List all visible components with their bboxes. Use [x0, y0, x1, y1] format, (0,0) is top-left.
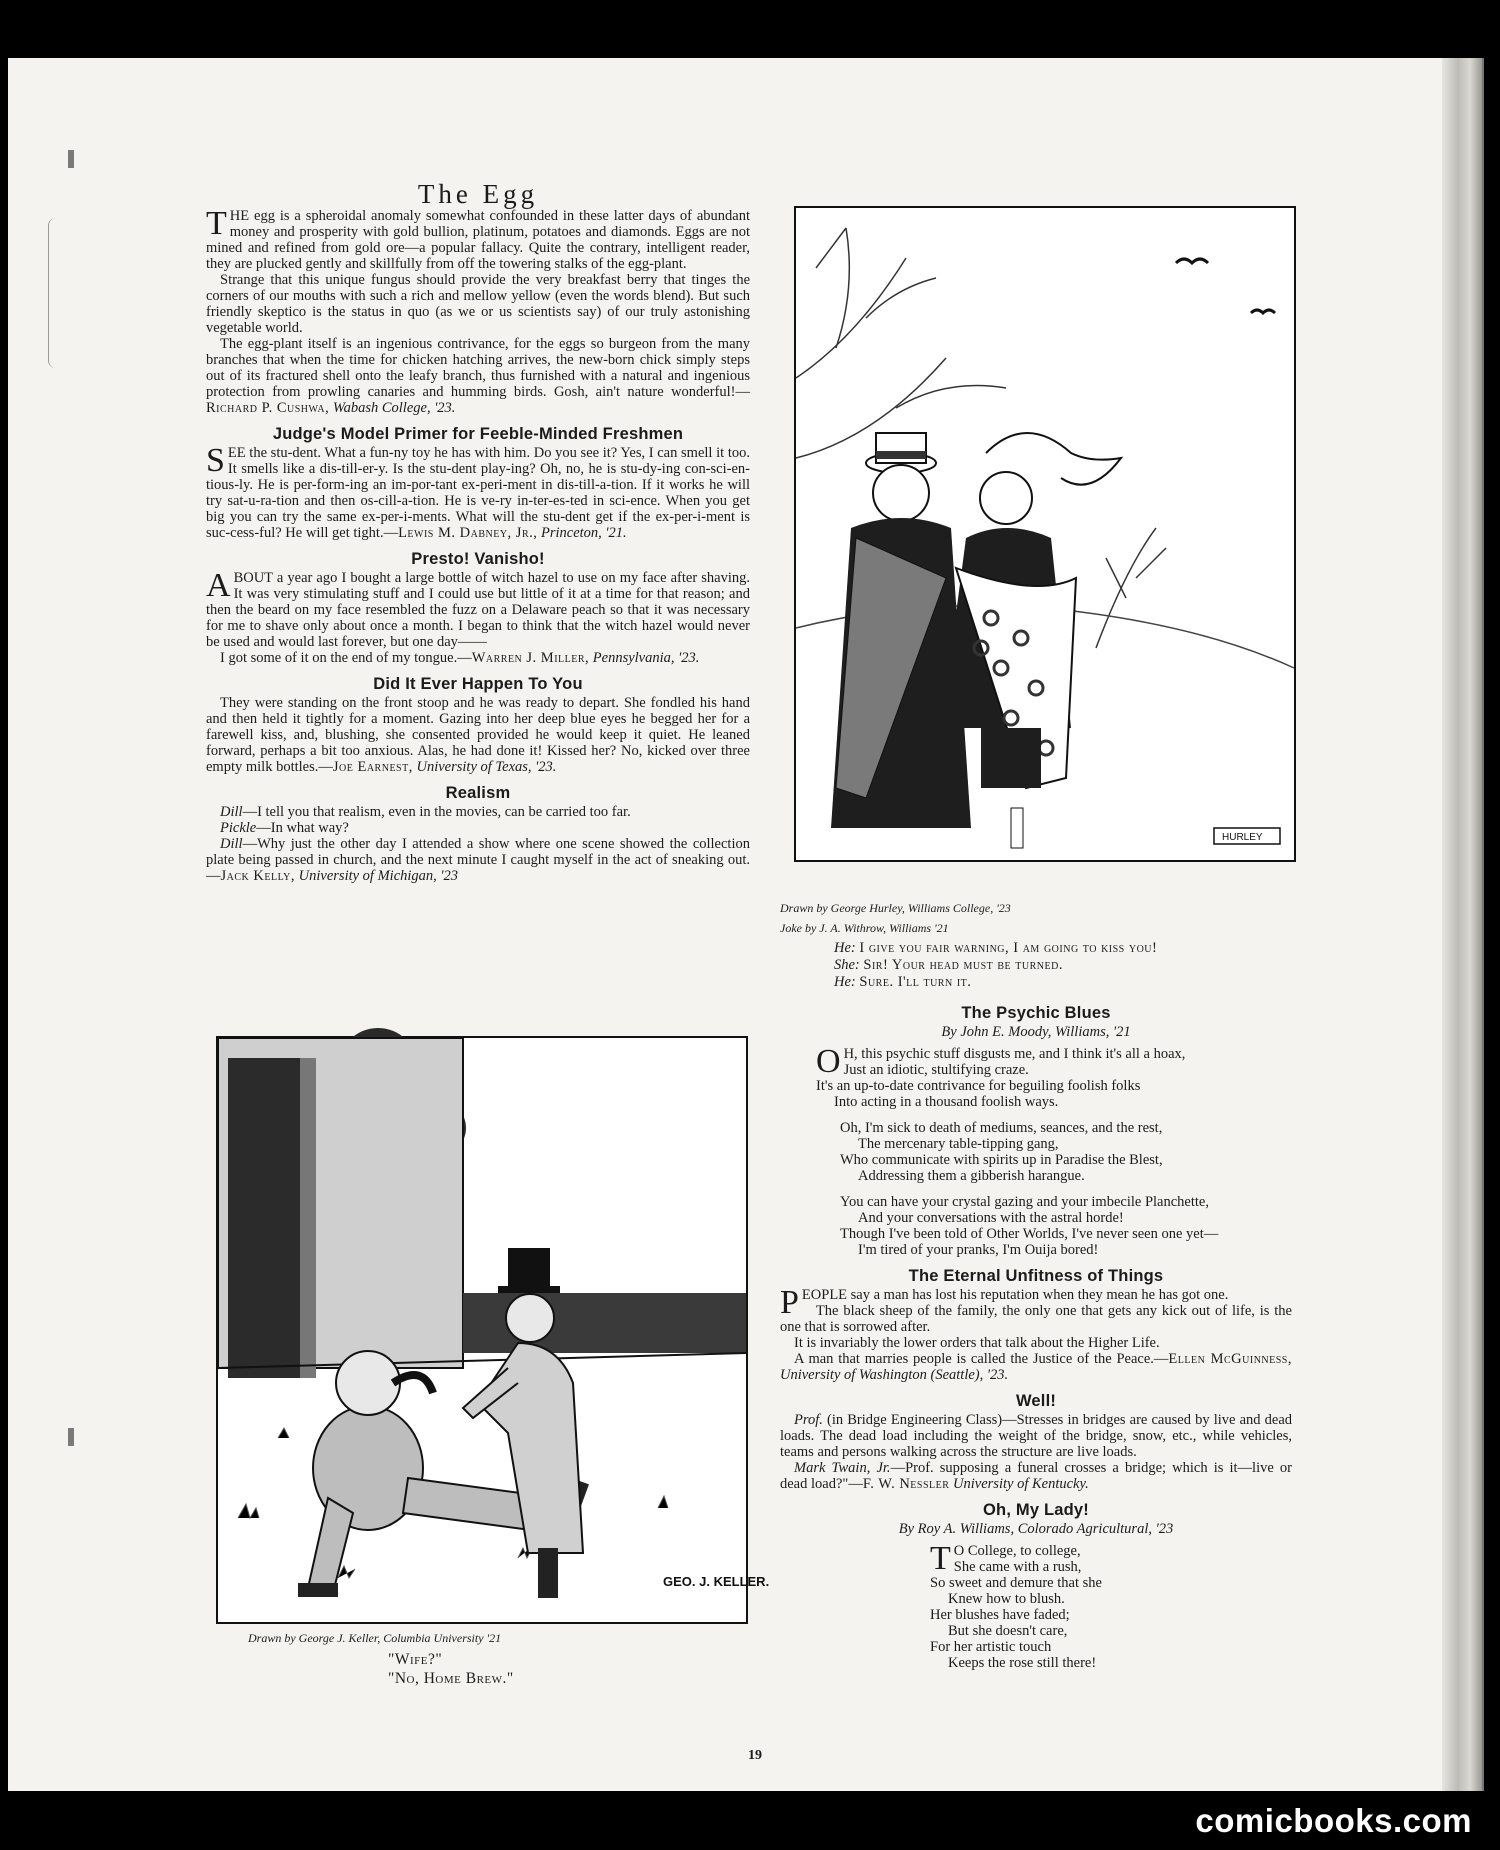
keller-dialogue — [388, 1650, 514, 1688]
cartoon-signature: GEO. J. KELLER. — [663, 1574, 770, 1589]
school-credit: University of Washington (Seattle), '23. — [780, 1367, 1009, 1383]
egg-paragraph: Strange that this unique fungus should provide the very breakfast berry that tinges the corners of our mouths with such a rich and mellow yellow (even the words blend). But such friendly skeptico is the status in quo (as we or us scientists say) of our truly astonishing vegetable world. — [206, 272, 750, 336]
scanned-page-frame — [0, 58, 1500, 1791]
lady-byline: By Roy A. Williams, Colorado Agricultural, '23 — [898, 1521, 1174, 1537]
school-credit: University of Texas, '23. — [416, 759, 557, 775]
realism-line: Dill—Why just the other day I attended a show where one scene showed the collection plate being passed in church, and the next minute I caught myself in the act of sneaking out.—Jack Kelly, University of Michigan, '23 — [206, 836, 750, 884]
dialogue-line: He: I give you fair warning, I am going to kiss you! — [834, 940, 1158, 956]
realism-line: Pickle—In what way? — [220, 820, 349, 836]
unfitness-paragraph: A man that marries people is called the Justice of the Peace.—Ellen McGuinness, University of Washington (Seattle), '23. — [780, 1351, 1292, 1383]
happen-title: Did It Ever Happen To You — [373, 675, 583, 693]
binding-mark — [68, 150, 74, 168]
realism-line: Dill—I tell you that realism, even in the movies, can be carried too far. — [220, 804, 631, 820]
drop-cap: O — [816, 1043, 841, 1080]
hurley-cartoon-drawing — [796, 208, 1294, 860]
author-credit: Lewis M. Dabney, Jr., — [398, 525, 538, 541]
hurley-cartoon — [794, 206, 1296, 862]
keller-cartoon — [216, 1036, 770, 1624]
well-title: Well! — [1015, 1392, 1057, 1410]
author-credit: Ellen McGuinness, — [1168, 1351, 1292, 1367]
author-credit: Richard P. Cushwa, — [206, 400, 330, 416]
lady-title: Oh, My Lady! — [983, 1501, 1089, 1519]
school-credit: University of Kentucky. — [953, 1476, 1089, 1492]
school-credit: Princeton, '21. — [541, 525, 627, 541]
poem-stanza: You can have your crystal gazing and your imbecile Planchette, And your conversations with the astral horde! Though I've been told of Other Worlds, I've never seen one yet— I'm tired of your pranks, I'm Ouija bored! — [840, 1194, 1219, 1258]
right-column — [780, 896, 1292, 1681]
psychic-byline: By John E. Moody, Williams, '21 — [941, 1024, 1131, 1040]
keller-cartoon-drawing — [218, 1038, 770, 1622]
school-credit: Pennsylvania, '23. — [592, 650, 700, 666]
drop-cap: S — [206, 442, 225, 479]
drop-cap: A — [206, 567, 231, 604]
author-credit: Jack Kelly, — [220, 868, 296, 884]
dialogue-line: He: Sure. I'll turn it. — [834, 974, 972, 990]
hurley-joke-credit: Joke by J. A. Withrow, Williams '21 — [780, 921, 949, 935]
happen-text: They were standing on the front stoop and he was ready to depart. She fondled his hand and then held it tightly for a moment. Gazing into her deep blue eyes he begged her for a farewell kiss, and, blushing, she consented provided he would keep it quiet. He leaned forward, perhaps a bit too anxious. Alas, he had done it! Kissed her? No, kicked over three empty milk bottles.—Joe Earnest, University of Texas, '23. — [206, 695, 750, 775]
realism-title: Realism — [445, 784, 511, 802]
hurley-caption: Drawn by George Hurley, Williams College, '23 — [780, 901, 1011, 915]
lady-poem: T O College, to college, She came with a rush, So sweet and demure that she Knew how to blush. Her blushes have faded; But she doesn't care, For her artistic touch Keeps the rose still there! — [930, 1540, 1102, 1671]
unfitness-title: The Eternal Unfitness of Things — [908, 1267, 1164, 1285]
doorway — [228, 1058, 300, 1378]
drop-cap: T — [206, 205, 227, 242]
well-paragraph: Prof. (in Bridge Engineering Class)—Stresses in bridges are caused by live and dead loads. The dead load including the weight of the bridge, snow, etc., while vehicles, teams and persons walking across the structure are live loads. — [780, 1412, 1293, 1460]
dialogue-line: She: Sir! Your head must be turned. — [834, 957, 1063, 973]
poem-stanza: Oh, I'm sick to death of mediums, seances, and the rest, The mercenary table-tipping gang, Who communicate with spirits up in Paradise the Blest, Addressing them a gibberish harangue. — [840, 1120, 1163, 1184]
magazine-page — [8, 58, 1484, 1791]
dialogue-line: "Wife?" — [388, 1651, 443, 1668]
primer-text: SEE the stu-dent. What a fun-ny toy he has with him. Do you see it? Yes, I can smell it too. It smells like a dis-till-er-y. Is the stu-dent play-ing? Oh, no, he is stu-dy-ing con-sci-en-tious-ly. He is per-form-ing an im-por-tant ex-peri-ment in dis-till-a-tion. If it works he will try sat-u-ra-tion and then os-cill-a-tion. He is ve-ry in-ter-es-ted in sci-ence. When you get big you can try the same ex-per-i-ments. What will the stu-dent get if the ex-per-i-ment is suc-cess-ful? He will get tight.—Lewis M. Dabney, Jr., Princeton, '21. — [206, 442, 750, 541]
drop-cap: P — [780, 1284, 799, 1321]
well-paragraph: Mark Twain, Jr.—Prof. supposing a funeral crosses a bridge; which is it—live or dead load?"—F. W. Nessler University of Kentucky. — [780, 1460, 1292, 1492]
egg-paragraph: The egg-plant itself is an ingenious contrivance, for the eggs so burgeon from the many branches that when the time for chicken hatching arrives, the new-born chick simply steps out of its fractured shell onto the leafy branch, thus furnished with a natural and ingenious protection from prowling canaries and humming birds. Gosh, ain't nature wonderful!—Richard P. Cushwa, Wabash College, '23. — [206, 336, 750, 416]
egg-paragraph: THE egg is a spheroidal anomaly somewhat confounded in these latter days of abundant money and prosperity with gold bullion, platinum, potatoes and diamonds. Eggs are not mined and refined from gold ore—a popular fallacy. Quite the contrary, intelligent reader, they are plucked gently and skillfully from off the towering stalks of the egg-plant. — [206, 205, 750, 272]
presto-paragraph: ABOUT a year ago I bought a large bottle of witch hazel to use on my face after shaving. It was very stimulating stuff and I could use but little of it at a time for that reason; and then the beard on my face resembled the fuzz on a Delaware peach so that it was necessary for me to shave only about once a month. I began to think that the witch hazel would never be used and would last forever, but one day—— — [206, 567, 750, 650]
author-credit: Warren J. Miller, — [471, 650, 590, 666]
egg-title: The Egg — [417, 179, 539, 209]
poem-stanza: O H, this psychic stuff disgusts me, and I think it's all a hoax, Just an idiotic, stultifying craze. It's an up-to-date contrivance for beguiling foolish folks Into acting in a thousand foolish ways. — [816, 1043, 1186, 1110]
unfitness-paragraph: PEOPLE say a man has lost his reputation when they mean he has got one. — [780, 1284, 1229, 1321]
site-watermark: comicbooks.com — [1195, 1802, 1472, 1839]
author-credit: Joe Earnest, — [332, 759, 413, 775]
school-credit: University of Michigan, '23 — [298, 868, 459, 884]
school-credit: Wabash College, '23. — [332, 400, 456, 416]
unfitness-paragraph: The black sheep of the family, the only one that gets any kick out of life, is the one that is sorrowed after. — [780, 1303, 1292, 1335]
hurley-dialogue — [834, 940, 1292, 991]
dialogue-line: "No, Home Brew." — [388, 1670, 514, 1687]
primer-title: Judge's Model Primer for Feeble-Minded Freshmen — [272, 425, 684, 443]
author-credit: F. W. Nessler — [862, 1476, 950, 1492]
unfitness-paragraph: It is invariably the lower orders that talk about the Higher Life. — [794, 1335, 1160, 1351]
presto-title: Presto! Vanisho! — [411, 550, 545, 568]
binding-string — [48, 218, 63, 368]
presto-paragraph: I got some of it on the end of my tongue.—Warren J. Miller, Pennsylvania, '23. — [220, 650, 700, 666]
page-number: 19 — [748, 1748, 762, 1763]
psychic-title: The Psychic Blues — [961, 1004, 1111, 1022]
drop-cap: T — [930, 1540, 951, 1577]
left-column — [206, 179, 750, 884]
keller-caption: Drawn by George J. Keller, Columbia University '21 — [248, 1631, 502, 1645]
cartoon-signature: HURLEY — [1222, 832, 1263, 843]
page-edge — [1442, 58, 1482, 1791]
binding-mark — [68, 1428, 74, 1446]
